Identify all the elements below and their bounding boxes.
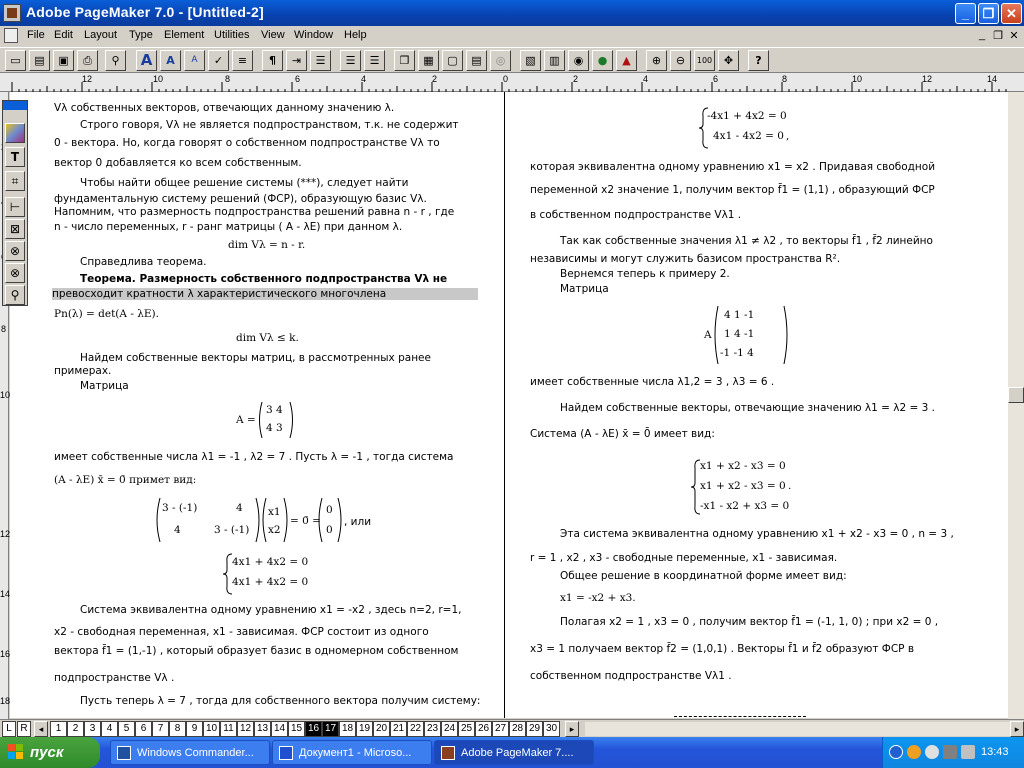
text-tool-icon[interactable]: T	[5, 147, 25, 167]
toolbar	[0, 47, 1024, 73]
page-tab[interactable]: 26	[475, 721, 492, 737]
page-tab[interactable]: 18	[339, 721, 356, 737]
text-line[interactable]: вектор 0 добавляется ко всем собственным.	[54, 157, 302, 169]
ruler-label: 16	[0, 649, 11, 659]
open-folder-icon[interactable]: ▤	[29, 50, 50, 71]
ruler-label: 0	[503, 74, 509, 84]
text-line[interactable]: Найдем собственные векторы, отвечающие значению λ1 = λ2 = 3 .	[560, 402, 936, 414]
ruler-label: 14	[987, 74, 998, 84]
text-line[interactable]: Система (A - λE) x̄ = 0̄ имеет вид:	[530, 428, 715, 440]
ruler-label: 18	[0, 696, 11, 706]
text-line[interactable]: примерах.	[54, 365, 112, 377]
text-line[interactable]: имеет собственные числа λ1 = -1 , λ2 = 7 . Пусть λ = -1 , тогда система	[54, 451, 454, 463]
text-line[interactable]: , или	[344, 516, 372, 528]
page-tab[interactable]: 1	[50, 721, 67, 737]
clock: 13:43	[981, 746, 1009, 758]
selected-text-line[interactable]: превосходит кратности λ характеристического многочлена	[52, 288, 478, 300]
start-button[interactable]	[0, 737, 100, 768]
ruler-label: 2	[573, 74, 579, 84]
menu-type[interactable]: Type	[129, 29, 153, 41]
windows-commander-icon	[117, 746, 131, 760]
mdi-close-button[interactable]: ✕	[1009, 30, 1019, 42]
text-line[interactable]: Система эквивалентна одному уравнению x1 = -x2 , здесь n=2, r=1,	[80, 604, 462, 616]
page-tab[interactable]: 28	[509, 721, 526, 737]
text-line[interactable]: Справедлива теорема.	[80, 256, 207, 268]
text-line[interactable]: Найдем собственные векторы матриц, в рассмотренных ранее	[80, 352, 431, 364]
indent-icon[interactable]: ⇥	[286, 50, 307, 71]
text-line[interactable]: в собственном подпространстве Vλ1 .	[530, 209, 742, 221]
theorem-line[interactable]: Теорема. Размерность собственного подпространства Vλ не	[80, 273, 448, 285]
page-tab[interactable]: 12	[237, 721, 254, 737]
equation-line[interactable]: 4x1 + 4x2 = 0	[232, 576, 309, 588]
text-line[interactable]: x2 - свободная переменная, x1 - зависимая. ФСР состоит из одного	[54, 626, 429, 638]
align-left-icon[interactable]: ☰	[310, 50, 331, 71]
globe-icon[interactable]: ●	[592, 50, 613, 71]
toolbox-palette	[2, 100, 28, 306]
matrix-cell[interactable]: 4	[236, 502, 243, 514]
ruler-label: 4	[361, 74, 367, 84]
horizontal-scrollbar[interactable]	[585, 722, 1010, 736]
matrix-cell[interactable]: x1	[268, 506, 281, 518]
ruler-label: 12	[82, 74, 93, 84]
copy-icon[interactable]: ❐	[394, 50, 415, 71]
text-line[interactable]: которая эквивалентна одному уравнению x1 = x2 . Придавая свободной	[530, 161, 936, 173]
page-tab[interactable]: 5	[118, 721, 135, 737]
page-tab[interactable]: 25	[458, 721, 475, 737]
ruler-label: 8	[1, 324, 7, 334]
master-left-page[interactable]: L	[2, 721, 16, 737]
menu-window[interactable]: Window	[294, 29, 334, 41]
volume-icon[interactable]	[961, 745, 975, 759]
page-tab[interactable]: 27	[492, 721, 509, 737]
matrix-row[interactable]: 4 3	[266, 422, 283, 434]
text-line[interactable]: Напомним, что размерность подпространства решений равна n - r , где	[54, 206, 455, 218]
formula-line[interactable]: dim Vλ ≤ k.	[236, 332, 299, 344]
ellipse-frame-tool-icon[interactable]: ⊗	[5, 241, 25, 261]
ruler-label: 4	[643, 74, 649, 84]
ruler-label: 8	[782, 74, 788, 84]
page-tab[interactable]: 10	[203, 721, 220, 737]
matrix-cell[interactable]: 0	[326, 524, 333, 536]
page-spread-divider	[504, 92, 505, 718]
page-tab[interactable]: 21	[390, 721, 407, 737]
pdf-icon[interactable]: ▲	[616, 50, 637, 71]
page-tab[interactable]: 17	[322, 721, 339, 737]
print-icon[interactable]: ⎙	[77, 50, 98, 71]
help-icon[interactable]: ?	[748, 50, 769, 71]
page-tab[interactable]: 19	[356, 721, 373, 737]
page-tab[interactable]: 22	[407, 721, 424, 737]
text-line[interactable]: Эта система эквивалентна одному уравнению x1 + x2 - x3 = 0 , n = 3 ,	[560, 528, 954, 540]
monitor-icon[interactable]	[943, 745, 957, 759]
text-line[interactable]: Пусть теперь λ = 7 , тогда для собственного вектора получим систему:	[80, 695, 481, 707]
matrix-cell[interactable]: 3 - (-1)	[214, 524, 250, 536]
matrix-cell[interactable]: x2	[268, 524, 281, 536]
page-tab[interactable]: 20	[373, 721, 390, 737]
equation-line[interactable]: 4x1 + 4x2 = 0	[232, 556, 309, 568]
ruler-label: 8	[225, 74, 231, 84]
formula-line[interactable]: dim Vλ = n - r.	[228, 239, 306, 251]
matrix-row[interactable]: 1 4 -1	[724, 328, 755, 340]
equation-line[interactable]: -x1 - x2 + x3 = 0	[700, 500, 790, 512]
equation-line[interactable]: -4x1 + 4x2 = 0	[707, 110, 787, 122]
formula-line[interactable]: (A - λE) x̄ = 0̄ примет вид:	[54, 474, 197, 486]
page-tab[interactable]: 3	[84, 721, 101, 737]
text-line[interactable]: собственном подпространстве Vλ1 .	[530, 670, 732, 682]
text-line[interactable]: Vλ собственных векторов, отвечающих данному значению λ.	[54, 102, 395, 114]
mdi-minimize-button[interactable]: _	[978, 29, 986, 41]
task-label: Документ1 - Microso...	[299, 747, 412, 759]
color-tool-icon[interactable]	[5, 123, 25, 143]
font-small-icon[interactable]: A	[184, 50, 205, 71]
matrix-row[interactable]: 4 1 -1	[724, 309, 755, 321]
find-icon[interactable]: ⚲	[105, 50, 126, 71]
text-line[interactable]: r = 1 , x2 , x3 - свободные переменные, x1 - зависимая.	[530, 552, 838, 564]
title-bar	[0, 0, 1024, 26]
page-tab[interactable]: 6	[135, 721, 152, 737]
menu-bar	[0, 26, 1024, 46]
menu-view[interactable]: View	[261, 29, 285, 41]
color-palette-icon[interactable]: ▥	[544, 50, 565, 71]
ruler-label: 10	[153, 74, 164, 84]
page-tab[interactable]: 29	[526, 721, 543, 737]
page-tab[interactable]: 4	[101, 721, 118, 737]
master-right-page[interactable]: R	[17, 721, 31, 737]
paste-icon[interactable]: ▦	[418, 50, 439, 71]
line-tool-icon[interactable]: ⊢	[5, 197, 25, 217]
page-margin-guide	[674, 716, 806, 717]
font-medium-icon[interactable]: A	[160, 50, 181, 71]
pagemaker-app-icon[interactable]	[3, 4, 21, 22]
zoom-tool-icon[interactable]: ⚲	[5, 285, 25, 305]
text-line[interactable]: Чтобы найти общее решение системы (***), следует найти	[80, 177, 409, 189]
text-line[interactable]: .	[788, 480, 792, 492]
menu-layout[interactable]: Layout	[84, 29, 118, 41]
text-line[interactable]: Матрица	[560, 283, 609, 295]
save-icon[interactable]: ▣	[53, 50, 74, 71]
task-label: Adobe PageMaker 7....	[461, 747, 574, 759]
page-tab[interactable]: 16	[305, 721, 322, 737]
eye-icon[interactable]: ◉	[568, 50, 589, 71]
text-line[interactable]: переменной x2 значение 1, получим вектор f̄1 = (1,1) , образующий ФСР	[530, 184, 935, 196]
text-line[interactable]: ,	[786, 130, 790, 142]
zoom-100-icon[interactable]: 100	[694, 50, 715, 71]
horizontal-ruler[interactable]	[0, 73, 1024, 92]
ruler-label: 6	[713, 74, 719, 84]
fit-page-icon[interactable]: ✥	[718, 50, 739, 71]
text-line[interactable]: вектора f̄1 = (1,-1) , который образует базис в одномерном собственном	[54, 645, 459, 657]
text-line[interactable]: подпространстве Vλ .	[54, 672, 175, 684]
text-line[interactable]: Матрица	[80, 380, 129, 392]
formula-line[interactable]: A =	[236, 414, 256, 426]
text-line[interactable]: Вернемся теперь к примеру 2.	[560, 268, 730, 280]
text-line[interactable]: независимы и могут служить базисом пространства R².	[530, 253, 841, 265]
formula-line[interactable]: Pn(λ) = det(A - λE).	[54, 308, 159, 320]
ruler-label: 14	[0, 589, 11, 599]
matrix-cell[interactable]: 0	[326, 504, 333, 516]
ruler-label: 10	[0, 390, 11, 400]
matrix-row[interactable]: -1 -1 4	[720, 347, 754, 359]
equation-line[interactable]: x1 + x2 - x3 = 0	[700, 480, 786, 492]
window-title: Adobe PageMaker 7.0 - [Untitled-2]	[26, 4, 264, 20]
text-line[interactable]: 0 - вектора. Но, когда говорят о собственном подпространстве Vλ то	[54, 137, 440, 149]
page-prev-icon[interactable]: ◂	[34, 721, 48, 737]
page-tab[interactable]: 9	[186, 721, 203, 737]
ruler-label: 6	[295, 74, 301, 84]
system-tray	[882, 737, 1024, 768]
page-next-icon[interactable]: ▸	[565, 721, 579, 737]
page-tab[interactable]: 11	[220, 721, 237, 737]
formula-line[interactable]: = 0̄ =	[290, 515, 321, 527]
scroll-right-icon[interactable]: ▸	[1010, 721, 1024, 737]
page-tab[interactable]: 15	[288, 721, 305, 737]
page-tab[interactable]: 8	[169, 721, 186, 737]
network-icon[interactable]	[925, 745, 939, 759]
equation-line[interactable]: x1 + x2 - x3 = 0	[700, 460, 786, 472]
ruler-label: 12	[0, 529, 11, 539]
page-tab[interactable]: 30	[543, 721, 560, 737]
matrix-cell[interactable]: 3 - (-1)	[162, 502, 198, 514]
paragraph-icon[interactable]: ¶	[262, 50, 283, 71]
bluetooth-icon[interactable]	[889, 745, 903, 759]
text-line[interactable]: Общее решение в координатной форме имеет вид:	[560, 570, 847, 582]
toolbox-titlebar[interactable]	[3, 101, 27, 110]
text-line[interactable]: x3 = 1 получаем вектор f̄2 = (1,0,1) . Векторы f̄1 и f̄2 образуют ФСР в	[530, 643, 915, 655]
menu-file[interactable]: File	[27, 29, 45, 41]
frame-icon[interactable]: ▢	[442, 50, 463, 71]
text-line[interactable]: фундаментальную систему решений (ФСР), образующую базис Vλ.	[54, 193, 427, 205]
page-tab[interactable]: 13	[254, 721, 271, 737]
menu-utilities[interactable]: Utilities	[214, 29, 250, 41]
start-label: пуск	[30, 744, 64, 761]
spellcheck-icon[interactable]: ✓	[208, 50, 229, 71]
page-tab[interactable]: 23	[424, 721, 441, 737]
matrix-cell[interactable]: 4	[174, 524, 181, 536]
at-sign-icon[interactable]	[907, 745, 921, 759]
menu-help[interactable]: Help	[344, 29, 367, 41]
page-tab[interactable]: 2	[67, 721, 84, 737]
equation-line[interactable]: 4x1 - 4x2 = 0	[713, 130, 784, 142]
taskbar	[0, 737, 1024, 768]
new-document-icon[interactable]: ▭	[5, 50, 26, 71]
restore-button[interactable]: ❐	[978, 3, 999, 24]
rectangle-frame-tool-icon[interactable]: ⊠	[5, 219, 25, 239]
place-image-icon[interactable]: ▧	[520, 50, 541, 71]
taskbar-pagemaker[interactable]	[434, 740, 594, 765]
align-right-icon[interactable]: ☰	[364, 50, 385, 71]
page-tab[interactable]: 24	[441, 721, 458, 737]
polygon-frame-tool-icon[interactable]: ⊗	[5, 263, 25, 283]
text-line[interactable]: Строго говоря, Vλ не является подпространством, т.к. не содержит	[80, 119, 459, 131]
link-icon[interactable]: ◎	[490, 50, 511, 71]
vertical-scrollbar[interactable]	[1008, 92, 1024, 719]
taskbar-word-document[interactable]	[272, 740, 432, 765]
ruler-label: 2	[432, 74, 438, 84]
formula-line[interactable]: A	[704, 329, 712, 341]
formula-line[interactable]: x1 = -x2 + x3.	[560, 592, 636, 604]
taskbar-windows-commander[interactable]	[110, 740, 270, 765]
ruler-label: 10	[852, 74, 863, 84]
page-tab[interactable]: 7	[152, 721, 169, 737]
text-line[interactable]: Полагая x2 = 1 , x3 = 0 , получим вектор f̄1 = (-1, 1, 0) ; при x2 = 0 ,	[560, 616, 939, 628]
type-style-icon[interactable]: ≡	[232, 50, 253, 71]
menu-element[interactable]: Element	[164, 29, 205, 41]
text-line[interactable]: имеет собственные числа λ1,2 = 3 , λ3 = 6 .	[530, 376, 775, 388]
vertical-scroll-thumb[interactable]	[1008, 387, 1024, 403]
menu-edit[interactable]: Edit	[54, 29, 73, 41]
align-center-icon[interactable]: ☰	[340, 50, 361, 71]
task-label: Windows Commander...	[137, 747, 254, 759]
table-icon[interactable]: ▤	[466, 50, 487, 71]
matrix-row[interactable]: 3 4	[266, 404, 283, 416]
close-button[interactable]: ✕	[1001, 3, 1022, 24]
crop-tool-icon[interactable]: ⌗	[5, 171, 25, 191]
font-large-icon[interactable]: A	[136, 50, 157, 71]
ruler-label: 12	[922, 74, 933, 84]
minimize-button[interactable]: _	[955, 3, 976, 24]
zoom-out-icon[interactable]: ⊖	[670, 50, 691, 71]
mdi-restore-button[interactable]: ❐	[993, 30, 1003, 42]
document-canvas[interactable]	[10, 92, 1008, 718]
text-line[interactable]: n - число переменных, r - ранг матрицы ( A - λE) при данном λ.	[54, 221, 403, 233]
page-tab[interactable]: 14	[271, 721, 288, 737]
zoom-in-icon[interactable]: ⊕	[646, 50, 667, 71]
page-navigation-bar	[0, 719, 1024, 737]
text-line[interactable]: Так как собственные значения λ1 ≠ λ2 , то векторы f̄1 , f̄2 линейно	[560, 235, 933, 247]
pagemaker-icon	[441, 746, 455, 760]
word-icon	[279, 746, 293, 760]
windows-logo-icon	[8, 744, 24, 760]
document-icon[interactable]	[4, 28, 18, 43]
